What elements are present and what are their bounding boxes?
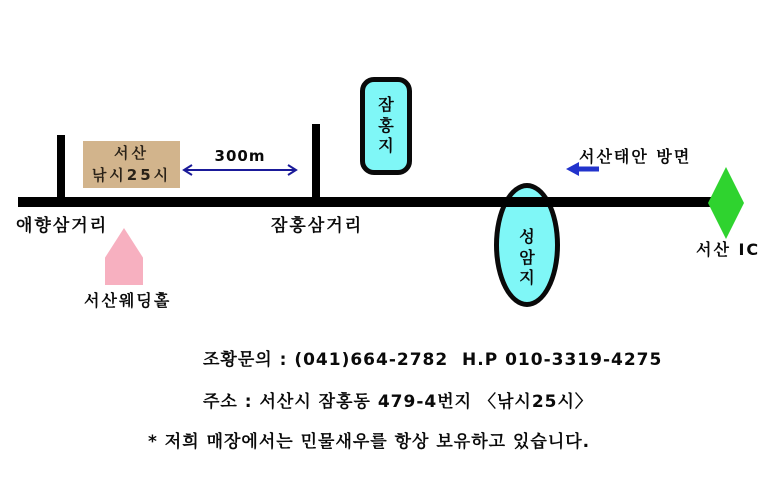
address-info-line: 주소 : 서산시 잠홍동 479-4번지 〈낚시25시〉 (203, 392, 593, 412)
distance-label: 300m (214, 147, 266, 165)
reservoir-jamhong (360, 77, 412, 175)
left-arrow-icon (566, 161, 599, 177)
shop-name-line2: 낚시25시 (91, 165, 172, 184)
distance-arrow-icon (180, 162, 300, 178)
main-road (18, 197, 712, 207)
side-road-left (57, 135, 65, 205)
shop-box (83, 141, 180, 188)
shop-name-line1: 서산 (114, 143, 149, 162)
contact-info-line: 조황문의 : (041)664-2782 H.P 010-3319-4275 (203, 350, 663, 370)
side-road-right (312, 124, 320, 205)
reservoir-jamhong-label: 잠홍지 (378, 94, 394, 156)
interchange-diamond (708, 167, 744, 239)
wedding-hall-label: 서산웨딩홀 (84, 291, 172, 310)
junction-label-jamhong: 잠홍삼거리 (271, 216, 364, 236)
interchange-label: 서산 IC (696, 240, 761, 259)
wedding-hall-shape (105, 228, 143, 285)
reservoir-seongam-label: 성암지 (519, 226, 535, 288)
junction-label-aehyang: 애향삼거리 (16, 216, 109, 236)
direction-label: 서산태안 방면 (579, 147, 692, 166)
note-info-line: * 저희 매장에서는 민물새우를 항상 보유하고 있습니다. (148, 432, 591, 452)
